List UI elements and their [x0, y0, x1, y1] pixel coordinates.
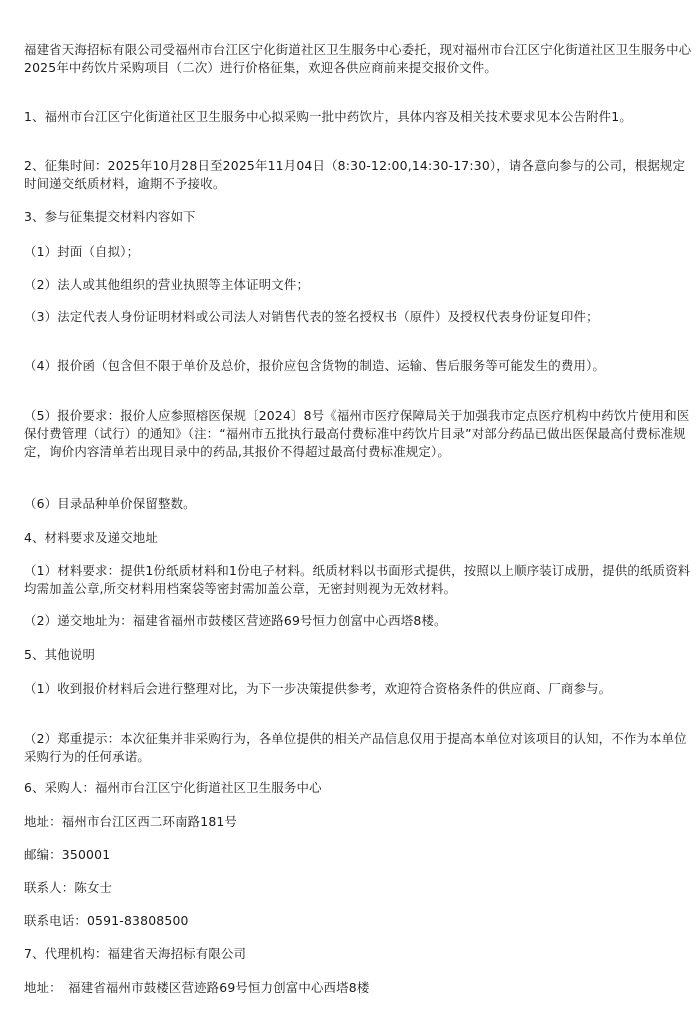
item6-phone: 联系电话：0591-83808500: [24, 913, 189, 928]
item6-postcode: 邮编：350001: [24, 847, 111, 862]
item3-4-paragraph: （4）报价函（包含但不限于单价及总价，报价应包含货物的制造、运输、售后服务等可能发生的费用）。: [24, 358, 606, 373]
item1-paragraph: 1、福州市台江区宁化街道社区卫生服务中心拟采购一批中药饮片，具体内容及相关技术要求见本公告附件1。: [24, 109, 632, 124]
item4-1-paragraph: （1）材料要求：提供1份纸质材料和1份电子材料。纸质材料以书面形式提供，按照以上顺序装订成册，提供的纸质资料均需加盖公章,所交材料用档案袋等密封需加盖公章，无密封则视为无效材料。: [24, 563, 691, 596]
item3-6-paragraph: （6）目录品种单价保留整数。: [24, 496, 196, 511]
item7-heading: 7、代理机构：福建省天海招标有限公司: [24, 946, 247, 961]
item7-address: 地址： 福建省福州市鼓楼区营迹路69号恒力创富中心西塔8楼: [24, 980, 370, 995]
item3-5-paragraph: （5）报价要求：报价人应参照榕医保规〔2024〕8号《福州市医疗保障局关于加强我市定点医疗机构中药饮片使用和医保付费管理（试行）的通知》（注：“福州市五批执行最高付费标准中药饮片目录”对部分药品已做出医保最高付费标准规定，询价内容清单若出现目录中的药品,其报价不得超过最高付费标准规定）。: [24, 408, 690, 459]
item5-heading: 5、其他说明: [24, 647, 96, 662]
item4-2-paragraph: （2）递交地址为：福建省福州市鼓楼区营迹路69号恒力创富中心西塔8楼。: [24, 613, 447, 628]
item3-2-paragraph: （2）法人或其他组织的营业执照等主体证明文件；: [24, 277, 310, 292]
intro-paragraph: 福建省天海招标有限公司受福州市台江区宁化街道社区卫生服务中心委托，现对福州市台江区宁化街道社区卫生服务中心2025年中药饮片采购项目（二次）进行价格征集，欢迎各供应商前来提交报价文件。: [24, 42, 692, 75]
item4-heading: 4、材料要求及递交地址: [24, 530, 158, 545]
item6-contact: 联系人：陈女士: [24, 880, 113, 895]
item3-3-paragraph: （3）法定代表人身份证明材料或公司法人对销售代表的签名授权书（原件）及授权代表身份证复印件；: [24, 309, 599, 324]
item3-heading: 3、参与征集提交材料内容如下: [24, 209, 196, 224]
item6-heading: 6、采购人：福州市台江区宁化街道社区卫生服务中心: [24, 780, 322, 795]
item2-paragraph: 2、征集时间：2025年10月28日至2025年11月04日（8:30-12:00,14:30-17:30），请各意向参与的公司，根据规定时间递交纸质材料，逾期不予接收。: [24, 158, 686, 191]
item5-1-paragraph: （1）收到报价材料后会进行整理对比，为下一步决策提供参考，欢迎符合资格条件的供应商、厂商参与。: [24, 681, 612, 696]
item6-address: 地址：福州市台江区西二环南路181号: [24, 814, 238, 829]
item5-2-paragraph: （2）郑重提示：本次征集并非采购行为，各单位提供的相关产品信息仅用于提高本单位对该项目的认知，不作为本单位采购行为的任何承诺。: [24, 731, 687, 764]
item3-1-paragraph: （1）封面（自拟）；: [24, 244, 140, 259]
